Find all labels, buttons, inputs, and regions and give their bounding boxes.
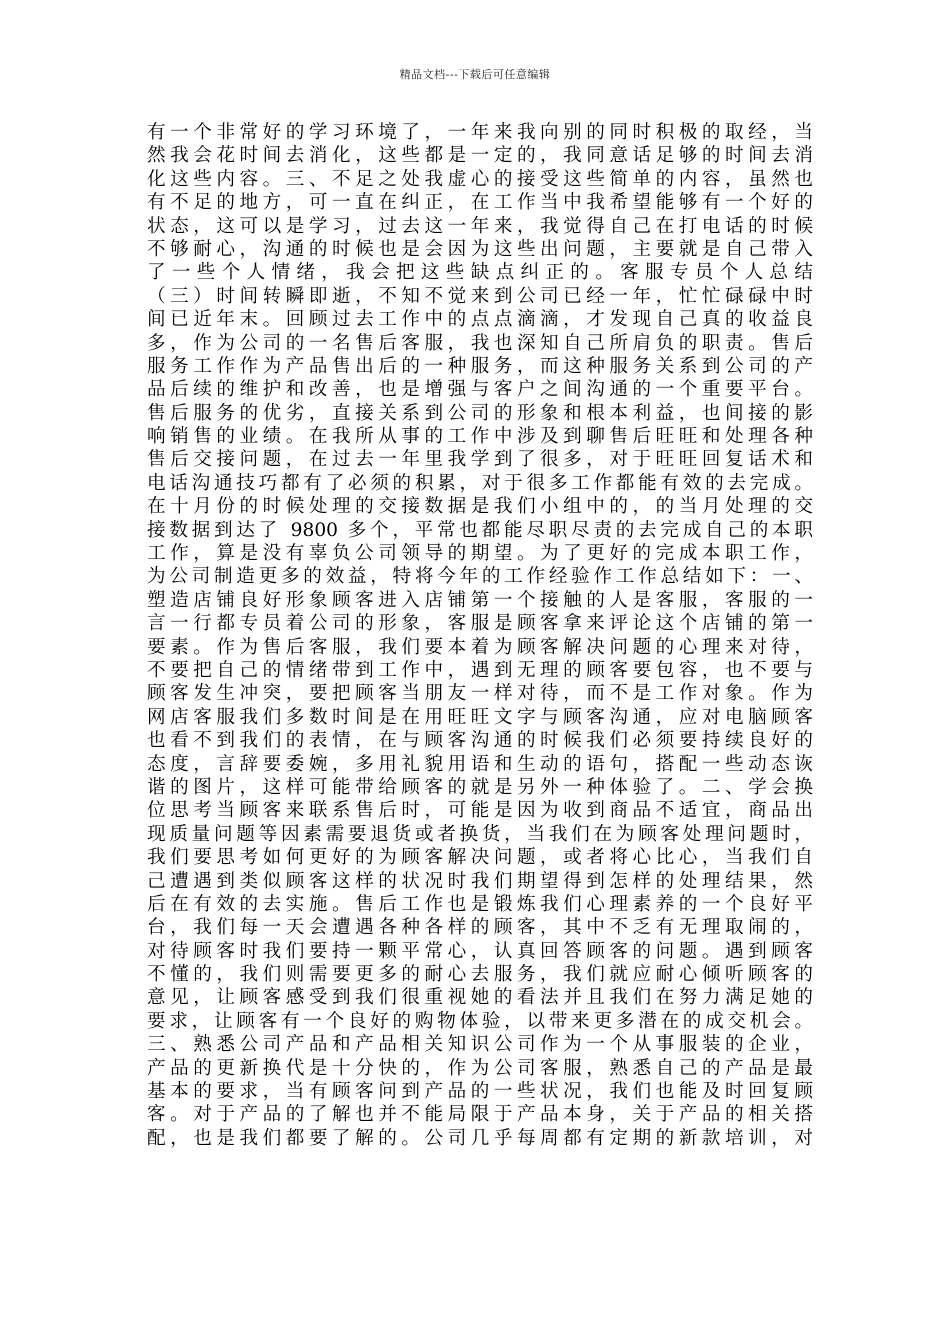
text-line: 服务工作作为产品售出后的一种服务，而这种服务关系到公司的产 [147, 355, 813, 377]
text-line: 为公司制造更多的效益，特将今年的工作经验作工作总结如下：一、 [147, 566, 813, 588]
text-line: 接数据到达了 9800 多个，平常也都能尽职尽责的去完成自己的本职 [147, 519, 813, 541]
text-line: 三、熟悉公司产品和产品相关知识公司作为一个从事服装的企业， [147, 1034, 813, 1056]
text-line: 言一行都专员着公司的形象，客服是顾客拿来评论这个店铺的第一 [147, 613, 813, 635]
text-line: 谐的图片，这样可能带给顾客的就是另外一种体验了。二、学会换 [147, 776, 813, 798]
text-line: 间已近年末。回顾过去工作中的点点滴滴，才发现自己真的收益良 [147, 309, 813, 331]
page-header: 精品文档---下载后可任意编辑 [399, 68, 551, 81]
text-line: 客。对于产品的了解也并不能局限于产品本身，关于产品的相关搭 [147, 1104, 813, 1126]
text-line: 化这些内容。三、不足之处我虚心的接受这些简单的内容，虽然也 [147, 168, 813, 190]
text-line: 售后交接问题，在过去一年里我学到了很多，对于旺旺回复话术和 [147, 449, 813, 471]
text-line: 位思考当顾客来联系售后时，可能是因为收到商品不适宜，商品出 [147, 800, 813, 822]
text-line: 己遭遇到类似顾客这样的状况时我们期望得到怎样的处理结果，然 [147, 870, 813, 892]
text-line: 基本的要求，当有顾客问到产品的一些状况，我们也能及时回复顾 [147, 1081, 813, 1103]
text-line: 电话沟通技巧都有了必须的积累，对于很多工作都能有效的去完成。 [147, 472, 813, 494]
text-line: 也看不到我们的表情，在与顾客沟通的时候我们必须要持续良好的 [147, 730, 813, 752]
text-line: 在十月份的时候处理的交接数据是我们小组中的，的当月处理的交 [147, 496, 813, 518]
text-line: 多，作为公司的一名售后客服，我也深知自己所肩负的职责。售后 [147, 332, 813, 354]
text-line: 后在有效的去实施。售后工作也是锻炼我们心理素养的一个良好平 [147, 893, 813, 915]
text-line: 顾客发生冲突，要把顾客当朋友一样对待，而不是工作对象。作为 [147, 683, 813, 705]
text-line: 了一些个人情绪，我会把这些缺点纠正的。客服专员个人总结 [147, 262, 813, 284]
text-line: 品后续的维护和改善，也是增强与客户之间沟通的一个重要平台。 [147, 379, 813, 401]
text-line: 响销售的业绩。在我所从事的工作中涉及到聊售后旺旺和处理各种 [147, 426, 813, 448]
text-line: 塑造店铺良好形象顾客进入店铺第一个接触的人是客服，客服的一 [147, 589, 813, 611]
text-line: 不要把自己的情绪带到工作中，遇到无理的顾客要包容，也不要与 [147, 659, 813, 681]
text-line: 要求，让顾客有一个良好的购物体验，以带来更多潜在的成交机会。 [147, 1010, 813, 1032]
text-line: 现质量问题等因素需要退货或者换货，当我们在为顾客处理问题时， [147, 823, 813, 845]
text-line: 网店客服我们多数时间是在用旺旺文字与顾客沟通，应对电脑顾客 [147, 706, 813, 728]
text-line: 台，我们每一天会遭遇各种各样的顾客，其中不乏有无理取闹的， [147, 917, 813, 939]
body-text [147, 121, 813, 1150]
text-line: 有一个非常好的学习环境了，一年来我向别的同时积极的取经，当 [147, 122, 813, 143]
text-line: 不够耐心，沟通的时候也是会因为这些出问题，主要就是自己带入 [147, 238, 813, 260]
text-line: （三）时间转瞬即逝，不知不觉来到公司已经一年，忙忙碌碌中时 [147, 285, 813, 307]
text-line: 我们要思考如何更好的为顾客解决问题，或者将心比心，当我们自 [147, 847, 813, 869]
text-line: 意见，让顾客感受到我们很重视她的看法并且我们在努力满足她的 [147, 987, 813, 1009]
text-line: 有不足的地方，可一直在纠正，在工作当中我希望能够有一个好的 [147, 192, 813, 214]
text-line: 然我会花时间去消化，这些都是一定的，我同意话足够的时间去消 [147, 145, 813, 167]
text-line: 售后服务的优劣，直接关系到公司的形象和根本利益，也间接的影 [147, 402, 813, 424]
text-line: 产品的更新换代是十分快的，作为公司客服，熟悉自己的产品是最 [147, 1057, 813, 1079]
text-line: 不懂的，我们则需要更多的耐心去服务，我们就应耐心倾听顾客的 [147, 964, 813, 986]
text-line: 工作，算是没有辜负公司领导的期望。为了更好的完成本职工作， [147, 543, 813, 565]
text-line: 要素。作为售后客服，我们要本着为顾客解决问题的心理来对待， [147, 636, 813, 658]
text-line: 对待顾客时我们要持一颗平常心，认真回答顾客的问题。遇到顾客 [147, 940, 813, 962]
text-line: 配，也是我们都要了解的。公司几乎每周都有定期的新款培训，对 [147, 1127, 813, 1149]
text-line: 状态，这可以是学习，过去这一年来，我觉得自己在打电话的时候 [147, 215, 813, 237]
text-line: 态度，言辞要委婉，多用礼貌用语和生动的语句，搭配一些动态诙 [147, 753, 813, 775]
